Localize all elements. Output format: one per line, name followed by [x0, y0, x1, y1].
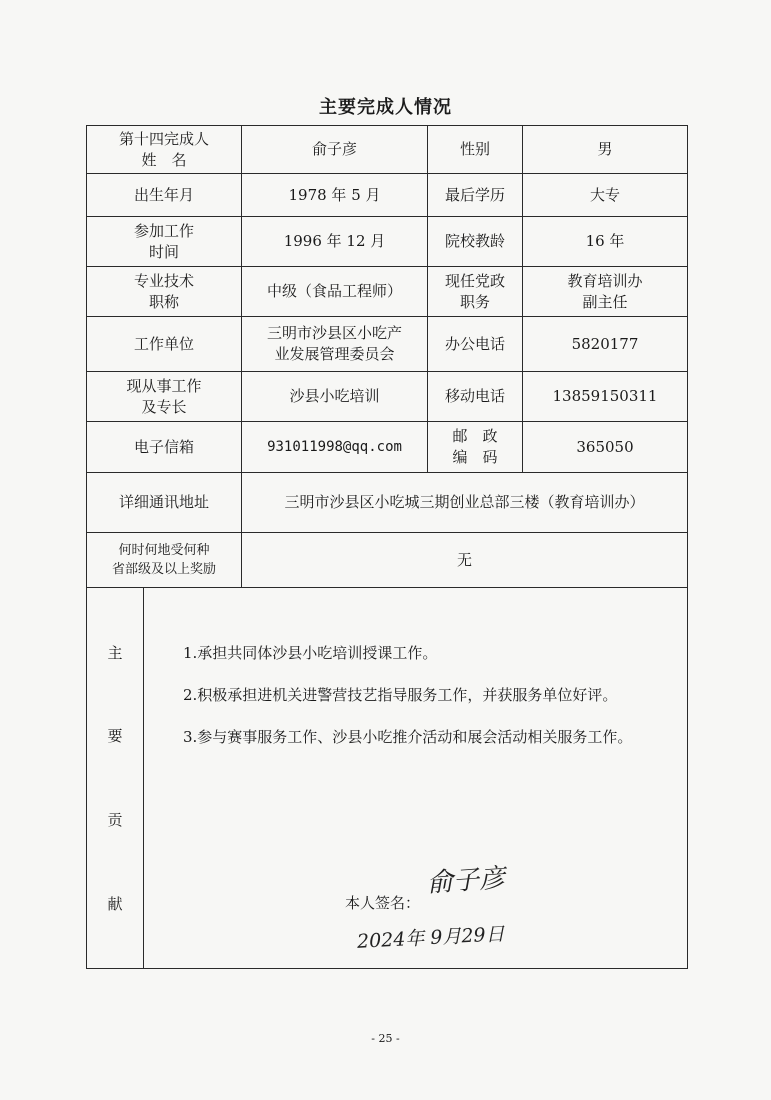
employer-value: 三明市沙县区小吃产 业发展管理委员会	[242, 317, 428, 372]
contributions-row	[87, 588, 688, 969]
email-label: 电子信箱	[87, 422, 242, 473]
awards-label: 何时何地受何种 省部级及以上奖励	[87, 533, 242, 588]
handwritten-signature: 俞子彦	[426, 863, 506, 899]
position-label: 现任党政 职务	[428, 267, 523, 317]
education-label: 最后学历	[428, 174, 523, 217]
awards-value: 无	[242, 533, 688, 588]
gender-value: 男	[523, 126, 688, 174]
specialty-value: 沙县小吃培训	[242, 372, 428, 422]
table-row	[87, 217, 688, 267]
office-phone-label: 办公电话	[428, 317, 523, 372]
birth-label: 出生年月	[87, 174, 242, 217]
address-label: 详细通讯地址	[87, 473, 242, 533]
employer-label: 工作单位	[87, 317, 242, 372]
side-label-char: 主	[107, 644, 123, 662]
contribution-item: 3.参与赛事服务工作、沙县小吃推介活动和展会活动相关服务工作。	[183, 728, 633, 746]
name-label: 第十四完成人 姓 名	[87, 126, 242, 174]
table-row	[87, 473, 688, 533]
contributions-cell	[87, 588, 688, 969]
mobile-label: 移动电话	[428, 372, 523, 422]
page-number: - 25 -	[371, 1032, 400, 1045]
education-value: 大专	[523, 174, 688, 217]
side-label-char: 贡	[107, 811, 123, 829]
name-value: 俞子彦	[242, 126, 428, 174]
email-value: 931011998@qq.com	[242, 422, 428, 473]
address-value: 三明市沙县区小吃城三期创业总部三楼（教育培训办）	[242, 473, 688, 533]
teaching-years-value: 16 年	[523, 217, 688, 267]
mobile-value: 13859150311	[523, 372, 688, 422]
position-value: 教育培训办 副主任	[523, 267, 688, 317]
table-row	[87, 267, 688, 317]
table-row	[87, 422, 688, 473]
title-value: 中级（食品工程师）	[242, 267, 428, 317]
title-label: 专业技术 职称	[87, 267, 242, 317]
personnel-info-table	[86, 125, 688, 969]
contribution-item: 1.承担共同体沙县小吃培训授课工作。	[183, 644, 438, 662]
birth-value: 1978 年 5 月	[242, 174, 428, 217]
signature-date: 2024年 9月29日	[356, 923, 506, 953]
contributions-section	[87, 588, 687, 968]
postcode-value: 365050	[523, 422, 688, 473]
table-row	[87, 317, 688, 372]
teaching-years-label: 院校教龄	[428, 217, 523, 267]
specialty-label: 现从事工作 及专长	[87, 372, 242, 422]
gender-label: 性别	[428, 126, 523, 174]
postcode-label: 邮 政 编 码	[428, 422, 523, 473]
work-start-label: 参加工作 时间	[87, 217, 242, 267]
contributions-text	[153, 632, 679, 758]
signature-label: 本人签名：	[345, 894, 421, 912]
contribution-item: 2.积极承担进机关进警营技艺指导服务工作，并获服务单位好评。	[183, 686, 618, 704]
table-row	[87, 533, 688, 588]
page-title: 主要完成人情况	[319, 97, 452, 118]
side-label-char: 要	[107, 727, 123, 745]
table-row	[87, 174, 688, 217]
side-label-char: 献	[107, 895, 123, 913]
work-start-value: 1996 年 12 月	[242, 217, 428, 267]
table-row	[87, 126, 688, 174]
table-row	[87, 372, 688, 422]
office-phone-value: 5820177	[523, 317, 688, 372]
